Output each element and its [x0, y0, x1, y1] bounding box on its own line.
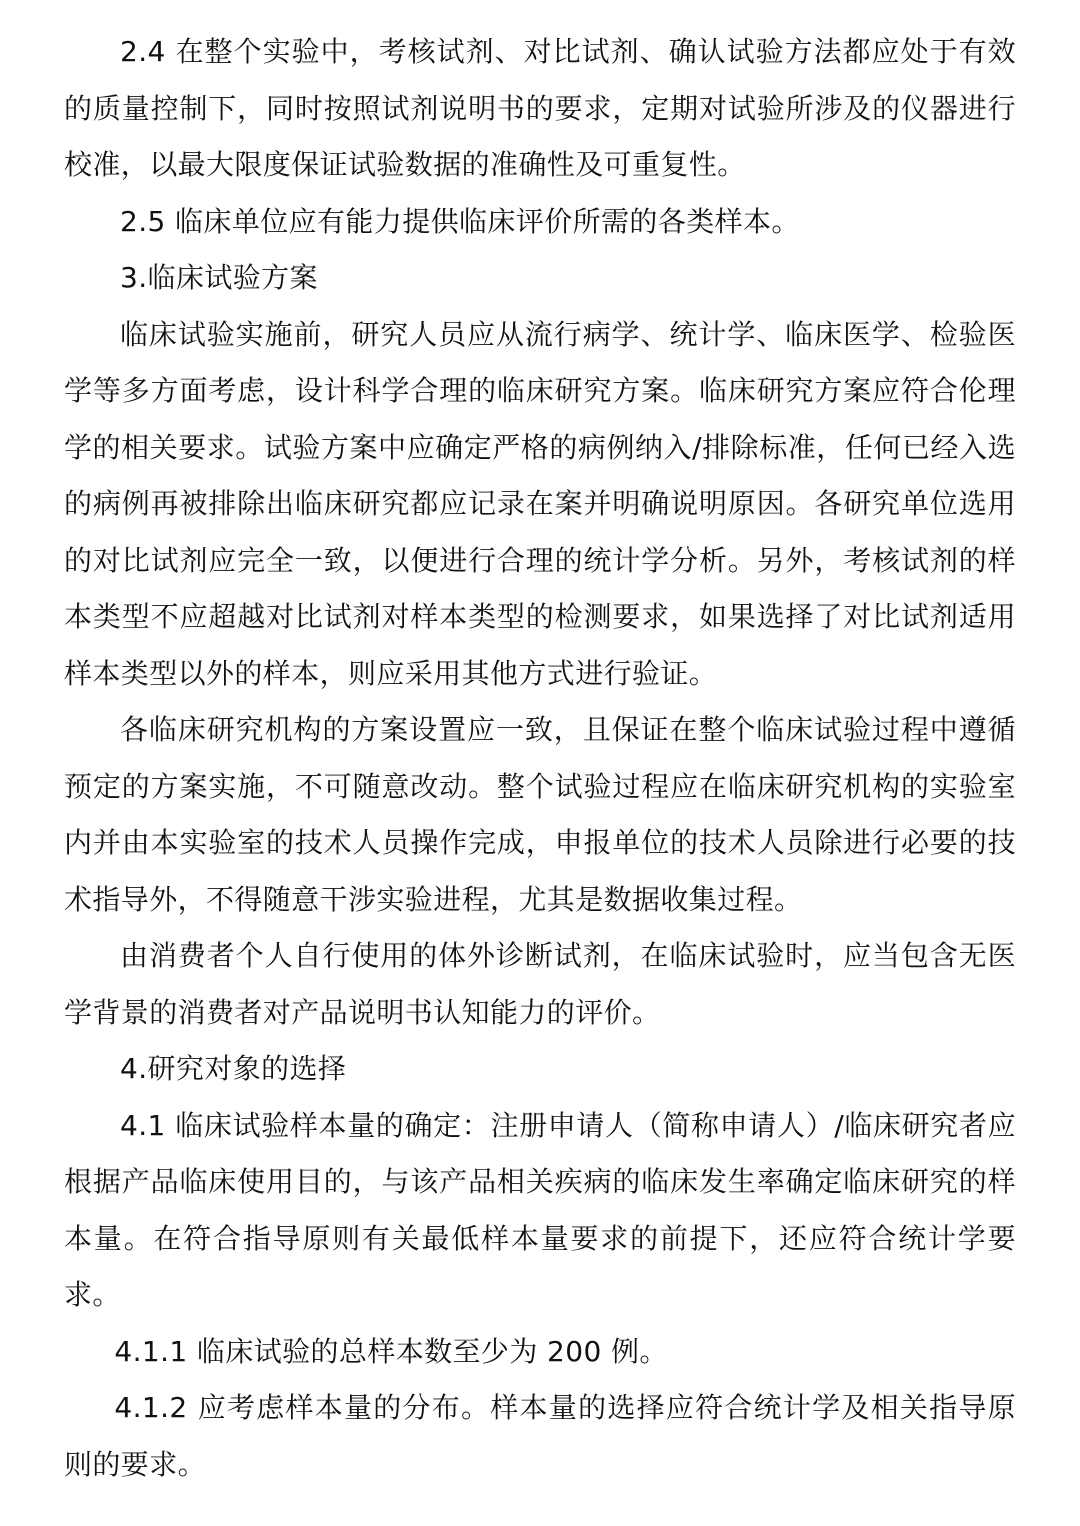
paragraph-trial-plan: 临床试验实施前，研究人员应从流行病学、统计学、临床医学、检验医学等多方面考虑，设计科学合理的临床研究方案。临床研究方案应符合伦理学的相关要求。试验方案中应确定严格的病例纳入/排除标准，任何已经入选的病例再被排除出临床研究都应记录在案并明确说明原因。各研究单位选用的对比试剂应完全一致，以便进行合理的统计学分析。另外，考核试剂的样本类型不应超越对比试剂对样本类型的检测要求，如果选择了对比试剂适用样本类型以外的样本，则应采用其他方式进行验证。	[64, 317, 1016, 690]
paragraph-2-4: 2.4 在整个实验中，考核试剂、对比试剂、确认试验方法都应处于有效的质量控制下，同时按照试剂说明书的要求，定期对试验所涉及的仪器进行校准，以最大限度保证试验数据的准确性及可重复性。	[64, 35, 1016, 181]
section-heading-3: 3.临床试验方案	[120, 261, 318, 294]
paragraph-4-1-2: 4.1.2 应考虑样本量的分布。样本量的选择应符合统计学及相关指导原则的要求。	[64, 1391, 1016, 1481]
section-heading-4: 4.研究对象的选择	[120, 1052, 347, 1085]
paragraph-4-1-1: 4.1.1 临床试验的总样本数至少为 200 例。	[114, 1334, 668, 1368]
paragraph-2-5: 2.5 临床单位应有能力提供临床评价所需的各类样本。	[120, 204, 800, 238]
paragraph-4-1: 4.1 临床试验样本量的确定：注册申请人（简称申请人）/临床研究者应根据产品临床使用目的，与该产品相关疾病的临床发生率确定临床研究的样本量。在符合指导原则有关最低样本量要求的前提下，还应符合统计学要求。	[64, 1108, 1016, 1311]
paragraph-institution-plan: 各临床研究机构的方案设置应一致，且保证在整个临床试验过程中遵循预定的方案实施，不可随意改动。整个试验过程应在临床研究机构的实验室内并由本实验室的技术人员操作完成，申报单位的技术人员除进行必要的技术指导外，不得随意干涉实验进程，尤其是数据收集过程。	[64, 713, 1016, 916]
paragraph-consumer-use: 由消费者个人自行使用的体外诊断试剂，在临床试验时，应当包含无医学背景的消费者对产品说明书认知能力的评价。	[64, 939, 1016, 1029]
